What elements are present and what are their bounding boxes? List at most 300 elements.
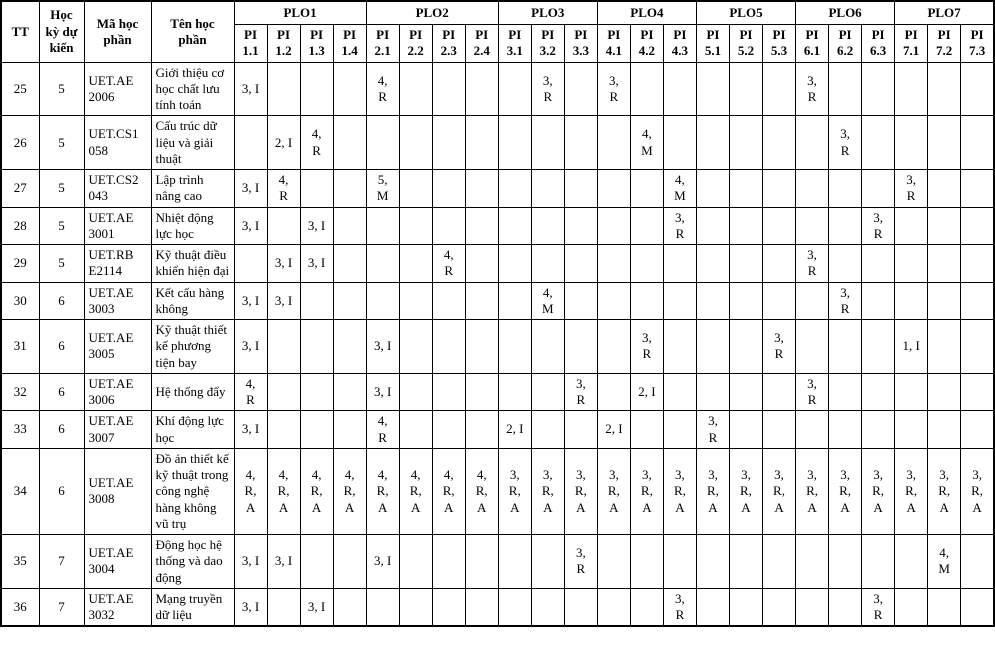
pi-header-prefix: PI bbox=[277, 27, 291, 42]
cell-pi-7.2 bbox=[928, 245, 961, 283]
cell-course-name: Hệ thống đẩy bbox=[151, 373, 234, 411]
cell-pi-1.1: 3, I bbox=[234, 282, 267, 320]
cell-pi-4.2: 3, R bbox=[630, 320, 663, 374]
cell-tt: 27 bbox=[1, 170, 39, 208]
cell-pi-3.2 bbox=[531, 411, 564, 449]
pi-header-6.3 bbox=[862, 25, 895, 63]
cell-pi-1.1: 3, I bbox=[234, 207, 267, 245]
cell-pi-2.3 bbox=[432, 62, 465, 116]
cell-pi-2.2 bbox=[399, 207, 432, 245]
cell-pi-1.3: 3, I bbox=[300, 245, 333, 283]
cell-pi-5.3 bbox=[763, 588, 796, 626]
cell-pi-6.3 bbox=[862, 282, 895, 320]
cell-semester: 5 bbox=[39, 116, 84, 170]
cell-pi-6.2 bbox=[829, 588, 862, 626]
pi-header-2.2 bbox=[399, 25, 432, 63]
cell-pi-5.3 bbox=[763, 535, 796, 589]
pi-header-prefix: PI bbox=[673, 27, 687, 42]
cell-pi-1.3 bbox=[300, 170, 333, 208]
cell-pi-4.2 bbox=[630, 62, 663, 116]
cell-pi-3.1: 2, I bbox=[498, 411, 531, 449]
cell-pi-2.3 bbox=[432, 282, 465, 320]
cell-pi-2.2 bbox=[399, 411, 432, 449]
course-row-27 bbox=[1, 170, 994, 208]
cell-pi-3.3 bbox=[564, 411, 597, 449]
cell-pi-1.4 bbox=[333, 116, 366, 170]
cell-pi-3.1 bbox=[498, 62, 531, 116]
cell-pi-6.2 bbox=[829, 245, 862, 283]
cell-pi-1.1 bbox=[234, 116, 267, 170]
cell-pi-7.1 bbox=[895, 245, 928, 283]
cell-pi-7.3 bbox=[961, 320, 994, 374]
cell-pi-6.1: 3, R bbox=[796, 62, 829, 116]
table-header bbox=[1, 1, 994, 62]
cell-pi-1.1: 3, I bbox=[234, 411, 267, 449]
cell-pi-5.3 bbox=[763, 207, 796, 245]
pi-header-prefix: PI bbox=[772, 27, 786, 42]
cell-pi-6.2: 3, R bbox=[829, 116, 862, 170]
pi-header-prefix: PI bbox=[607, 27, 621, 42]
pi-header-2.3 bbox=[432, 25, 465, 63]
cell-pi-4.1 bbox=[597, 245, 630, 283]
cell-pi-3.3 bbox=[564, 170, 597, 208]
cell-pi-4.3: 3, R bbox=[663, 207, 696, 245]
plo-group-header-plo2: PLO2 bbox=[366, 1, 498, 25]
pi-header-prefix: PI bbox=[805, 27, 819, 42]
cell-pi-2.4 bbox=[465, 588, 498, 626]
pi-header-prefix: PI bbox=[640, 27, 654, 42]
cell-pi-3.3 bbox=[564, 245, 597, 283]
cell-pi-3.3: 3, R bbox=[564, 535, 597, 589]
cell-pi-6.2 bbox=[829, 170, 862, 208]
cell-pi-2.4 bbox=[465, 282, 498, 320]
pi-header-1.1 bbox=[234, 25, 267, 63]
plo-group-header-plo6: PLO6 bbox=[796, 1, 895, 25]
cell-pi-1.2: 3, I bbox=[267, 245, 300, 283]
cell-pi-3.1 bbox=[498, 282, 531, 320]
cell-pi-2.2 bbox=[399, 245, 432, 283]
cell-course-name: Lập trình nâng cao bbox=[151, 170, 234, 208]
cell-pi-5.2 bbox=[729, 411, 762, 449]
cell-pi-3.2 bbox=[531, 207, 564, 245]
cell-pi-3.1 bbox=[498, 245, 531, 283]
cell-pi-2.1: 3, I bbox=[366, 535, 399, 589]
cell-pi-3.2 bbox=[531, 535, 564, 589]
cell-semester: 5 bbox=[39, 62, 84, 116]
cell-pi-7.3 bbox=[961, 588, 994, 626]
plo-group-header-plo4: PLO4 bbox=[597, 1, 696, 25]
cell-pi-3.2 bbox=[531, 588, 564, 626]
cell-pi-3.2 bbox=[531, 320, 564, 374]
cell-course-code: UET.AE 3003 bbox=[84, 282, 151, 320]
cell-pi-2.4: 4, R, A bbox=[465, 448, 498, 534]
cell-pi-2.1 bbox=[366, 588, 399, 626]
cell-tt: 30 bbox=[1, 282, 39, 320]
cell-course-code: UET.AE 2006 bbox=[84, 62, 151, 116]
cell-pi-6.2: 3, R, A bbox=[829, 448, 862, 534]
cell-pi-1.4 bbox=[333, 245, 366, 283]
cell-pi-5.2: 3, R, A bbox=[729, 448, 762, 534]
cell-pi-1.2 bbox=[267, 411, 300, 449]
cell-pi-6.1 bbox=[796, 320, 829, 374]
pi-header-prefix: PI bbox=[838, 27, 852, 42]
pi-header-prefix: PI bbox=[904, 27, 918, 42]
cell-pi-1.3 bbox=[300, 320, 333, 374]
cell-pi-7.1 bbox=[895, 282, 928, 320]
cell-pi-7.1: 3, R bbox=[895, 170, 928, 208]
cell-pi-4.3 bbox=[663, 373, 696, 411]
cell-pi-3.2 bbox=[531, 170, 564, 208]
course-row-32 bbox=[1, 373, 994, 411]
cell-pi-3.3 bbox=[564, 320, 597, 374]
cell-pi-5.3 bbox=[763, 116, 796, 170]
cell-pi-6.2 bbox=[829, 320, 862, 374]
pi-header-number: 3.1 bbox=[506, 43, 523, 59]
header-course-name: Tên học phần bbox=[151, 1, 234, 62]
cell-pi-1.3: 4, R bbox=[300, 116, 333, 170]
cell-pi-7.3 bbox=[961, 373, 994, 411]
cell-pi-1.3 bbox=[300, 535, 333, 589]
cell-pi-5.2 bbox=[729, 373, 762, 411]
cell-pi-7.1: 3, R, A bbox=[895, 448, 928, 534]
cell-pi-2.4 bbox=[465, 62, 498, 116]
cell-pi-7.3: 3, R, A bbox=[961, 448, 994, 534]
cell-pi-6.2 bbox=[829, 535, 862, 589]
plo-group-header-plo5: PLO5 bbox=[696, 1, 795, 25]
pi-header-7.1 bbox=[895, 25, 928, 63]
cell-pi-1.1: 4, R, A bbox=[234, 448, 267, 534]
pi-header-prefix: PI bbox=[409, 27, 423, 42]
cell-pi-4.3 bbox=[663, 411, 696, 449]
cell-pi-4.1 bbox=[597, 373, 630, 411]
pi-header-number: 1.3 bbox=[308, 43, 325, 59]
cell-pi-1.3 bbox=[300, 282, 333, 320]
cell-pi-1.3: 3, I bbox=[300, 588, 333, 626]
cell-pi-7.2 bbox=[928, 320, 961, 374]
cell-pi-5.3 bbox=[763, 411, 796, 449]
cell-tt: 29 bbox=[1, 245, 39, 283]
cell-pi-5.1 bbox=[696, 588, 729, 626]
cell-pi-1.1: 3, I bbox=[234, 588, 267, 626]
plo-group-header-plo3: PLO3 bbox=[498, 1, 597, 25]
cell-pi-2.2 bbox=[399, 62, 432, 116]
cell-pi-5.2 bbox=[729, 282, 762, 320]
pi-header-4.1 bbox=[597, 25, 630, 63]
cell-course-code: UET.AE 3008 bbox=[84, 448, 151, 534]
cell-pi-1.4 bbox=[333, 411, 366, 449]
cell-pi-4.3 bbox=[663, 116, 696, 170]
pi-header-1.3 bbox=[300, 25, 333, 63]
cell-pi-2.4 bbox=[465, 207, 498, 245]
cell-pi-5.1 bbox=[696, 62, 729, 116]
cell-pi-3.2: 4, M bbox=[531, 282, 564, 320]
cell-course-code: UET.CS1 058 bbox=[84, 116, 151, 170]
cell-semester: 6 bbox=[39, 282, 84, 320]
pi-header-3.3 bbox=[564, 25, 597, 63]
cell-pi-2.1: 3, I bbox=[366, 320, 399, 374]
cell-pi-7.1 bbox=[895, 116, 928, 170]
cell-pi-3.2 bbox=[531, 245, 564, 283]
cell-pi-3.3 bbox=[564, 62, 597, 116]
cell-pi-5.2 bbox=[729, 535, 762, 589]
cell-pi-6.1 bbox=[796, 170, 829, 208]
cell-pi-3.3 bbox=[564, 207, 597, 245]
cell-pi-4.3 bbox=[663, 62, 696, 116]
cell-pi-6.3 bbox=[862, 62, 895, 116]
cell-pi-2.1 bbox=[366, 116, 399, 170]
cell-course-name: Kết cấu hàng không bbox=[151, 282, 234, 320]
cell-pi-2.2 bbox=[399, 588, 432, 626]
cell-pi-6.1: 3, R bbox=[796, 245, 829, 283]
cell-pi-1.3: 4, R, A bbox=[300, 448, 333, 534]
cell-pi-4.1 bbox=[597, 588, 630, 626]
cell-pi-4.1: 2, I bbox=[597, 411, 630, 449]
cell-pi-6.3: 3, R bbox=[862, 207, 895, 245]
cell-pi-5.1 bbox=[696, 170, 729, 208]
pi-header-prefix: PI bbox=[508, 27, 522, 42]
cell-pi-2.3 bbox=[432, 373, 465, 411]
cell-pi-1.4: 4, R, A bbox=[333, 448, 366, 534]
pi-header-6.2 bbox=[829, 25, 862, 63]
cell-pi-1.4 bbox=[333, 282, 366, 320]
cell-course-name: Kỹ thuật điều khiển hiện đại bbox=[151, 245, 234, 283]
header-course-code: Mã học phần bbox=[84, 1, 151, 62]
cell-pi-3.1 bbox=[498, 373, 531, 411]
cell-pi-2.2 bbox=[399, 282, 432, 320]
cell-pi-3.1 bbox=[498, 320, 531, 374]
cell-course-name: Khí động lực học bbox=[151, 411, 234, 449]
cell-pi-1.2: 3, I bbox=[267, 535, 300, 589]
cell-pi-1.4 bbox=[333, 320, 366, 374]
cell-pi-4.3: 3, R bbox=[663, 588, 696, 626]
cell-pi-4.3 bbox=[663, 535, 696, 589]
cell-pi-5.1 bbox=[696, 282, 729, 320]
pi-header-number: 5.3 bbox=[770, 43, 788, 59]
pi-header-5.2 bbox=[729, 25, 762, 63]
cell-pi-4.3 bbox=[663, 282, 696, 320]
cell-pi-2.3: 4, R bbox=[432, 245, 465, 283]
cell-tt: 28 bbox=[1, 207, 39, 245]
pi-header-prefix: PI bbox=[739, 27, 753, 42]
cell-semester: 7 bbox=[39, 588, 84, 626]
cell-pi-4.2: 3, R, A bbox=[630, 448, 663, 534]
cell-pi-1.1: 3, I bbox=[234, 535, 267, 589]
cell-pi-5.2 bbox=[729, 588, 762, 626]
cell-course-name: Kỹ thuật thiết kế phương tiện bay bbox=[151, 320, 234, 374]
table-body bbox=[1, 62, 994, 626]
cell-pi-4.2 bbox=[630, 588, 663, 626]
cell-pi-6.3 bbox=[862, 535, 895, 589]
cell-pi-6.1 bbox=[796, 411, 829, 449]
pi-header-prefix: PI bbox=[343, 27, 357, 42]
cell-pi-6.3 bbox=[862, 411, 895, 449]
pi-header-2.1 bbox=[366, 25, 399, 63]
cell-pi-1.2: 4, R, A bbox=[267, 448, 300, 534]
cell-course-code: UET.CS2 043 bbox=[84, 170, 151, 208]
pi-header-prefix: PI bbox=[937, 27, 951, 42]
cell-pi-4.1 bbox=[597, 535, 630, 589]
cell-semester: 5 bbox=[39, 170, 84, 208]
cell-pi-4.2 bbox=[630, 207, 663, 245]
cell-pi-4.2 bbox=[630, 245, 663, 283]
pi-header-number: 5.1 bbox=[704, 43, 722, 59]
pi-header-5.3 bbox=[763, 25, 796, 63]
cell-tt: 33 bbox=[1, 411, 39, 449]
cell-pi-2.1 bbox=[366, 245, 399, 283]
pi-header-number: 6.1 bbox=[803, 43, 821, 59]
cell-pi-4.2: 2, I bbox=[630, 373, 663, 411]
cell-course-name: Giới thiệu cơ học chất lưu tính toán bbox=[151, 62, 234, 116]
cell-tt: 26 bbox=[1, 116, 39, 170]
pi-header-number: 6.3 bbox=[869, 43, 887, 59]
cell-pi-2.1 bbox=[366, 207, 399, 245]
cell-pi-2.3 bbox=[432, 535, 465, 589]
pi-header-1.2 bbox=[267, 25, 300, 63]
cell-pi-4.3: 4, M bbox=[663, 170, 696, 208]
cell-pi-6.2: 3, R bbox=[829, 282, 862, 320]
cell-pi-2.2 bbox=[399, 535, 432, 589]
cell-pi-7.1 bbox=[895, 207, 928, 245]
pi-header-number: 5.2 bbox=[737, 43, 755, 59]
pi-header-prefix: PI bbox=[475, 27, 489, 42]
cell-pi-5.1 bbox=[696, 373, 729, 411]
cell-pi-3.1 bbox=[498, 207, 531, 245]
cell-semester: 7 bbox=[39, 535, 84, 589]
cell-tt: 31 bbox=[1, 320, 39, 374]
cell-pi-6.1 bbox=[796, 116, 829, 170]
cell-pi-7.2: 4, M bbox=[928, 535, 961, 589]
header-row-plo bbox=[1, 1, 994, 25]
cell-pi-3.3 bbox=[564, 116, 597, 170]
cell-course-code: UET.AE 3004 bbox=[84, 535, 151, 589]
pi-header-4.3 bbox=[663, 25, 696, 63]
header-semester: Học kỳ dự kiến bbox=[39, 1, 84, 62]
cell-pi-5.1 bbox=[696, 535, 729, 589]
cell-course-name: Mạng truyền dữ liệu bbox=[151, 588, 234, 626]
cell-course-code: UET.AE 3005 bbox=[84, 320, 151, 374]
cell-pi-4.3 bbox=[663, 245, 696, 283]
cell-pi-7.3 bbox=[961, 170, 994, 208]
cell-pi-2.3 bbox=[432, 588, 465, 626]
cell-pi-5.3 bbox=[763, 170, 796, 208]
cell-pi-5.2 bbox=[729, 245, 762, 283]
cell-pi-1.4 bbox=[333, 373, 366, 411]
cell-pi-2.2 bbox=[399, 116, 432, 170]
cell-pi-5.1: 3, R, A bbox=[696, 448, 729, 534]
pi-header-number: 7.3 bbox=[968, 43, 986, 59]
cell-pi-4.1 bbox=[597, 320, 630, 374]
pi-header-7.3 bbox=[961, 25, 994, 63]
cell-semester: 6 bbox=[39, 448, 84, 534]
cell-pi-2.2 bbox=[399, 373, 432, 411]
pi-header-3.2 bbox=[531, 25, 564, 63]
cell-pi-4.2: 4, M bbox=[630, 116, 663, 170]
pi-header-prefix: PI bbox=[541, 27, 555, 42]
cell-pi-6.1 bbox=[796, 535, 829, 589]
cell-pi-2.3: 4, R, A bbox=[432, 448, 465, 534]
pi-header-number: 4.3 bbox=[671, 43, 689, 59]
cell-pi-5.2 bbox=[729, 320, 762, 374]
cell-semester: 5 bbox=[39, 207, 84, 245]
cell-pi-4.1 bbox=[597, 282, 630, 320]
cell-pi-7.2 bbox=[928, 282, 961, 320]
cell-pi-7.1 bbox=[895, 588, 928, 626]
cell-course-code: UET.AE 3006 bbox=[84, 373, 151, 411]
course-row-28 bbox=[1, 207, 994, 245]
pi-header-prefix: PI bbox=[871, 27, 885, 42]
course-row-26 bbox=[1, 116, 994, 170]
cell-pi-6.1: 3, R bbox=[796, 373, 829, 411]
cell-pi-6.3 bbox=[862, 245, 895, 283]
cell-pi-5.1: 3, R bbox=[696, 411, 729, 449]
pi-header-prefix: PI bbox=[442, 27, 456, 42]
cell-pi-3.1 bbox=[498, 535, 531, 589]
cell-pi-4.1: 3, R bbox=[597, 62, 630, 116]
cell-pi-1.3 bbox=[300, 373, 333, 411]
cell-pi-3.3: 3, R, A bbox=[564, 448, 597, 534]
pi-header-7.2 bbox=[928, 25, 961, 63]
cell-pi-4.3 bbox=[663, 320, 696, 374]
cell-pi-7.3 bbox=[961, 535, 994, 589]
cell-course-code: UET.AE 3007 bbox=[84, 411, 151, 449]
cell-pi-6.1 bbox=[796, 282, 829, 320]
cell-pi-1.3 bbox=[300, 62, 333, 116]
cell-pi-4.1 bbox=[597, 116, 630, 170]
cell-pi-6.3 bbox=[862, 373, 895, 411]
cell-pi-7.3 bbox=[961, 62, 994, 116]
cell-semester: 6 bbox=[39, 411, 84, 449]
cell-pi-7.2: 3, R, A bbox=[928, 448, 961, 534]
cell-pi-1.2 bbox=[267, 207, 300, 245]
pi-header-number: 2.3 bbox=[440, 43, 457, 59]
cell-semester: 6 bbox=[39, 320, 84, 374]
pi-header-number: 3.2 bbox=[539, 43, 556, 59]
cell-pi-1.2 bbox=[267, 62, 300, 116]
cell-pi-5.3 bbox=[763, 373, 796, 411]
cell-pi-1.1: 4, R bbox=[234, 373, 267, 411]
cell-pi-7.2 bbox=[928, 207, 961, 245]
cell-pi-3.1 bbox=[498, 116, 531, 170]
cell-course-code: UET.AE 3032 bbox=[84, 588, 151, 626]
cell-pi-4.3: 3, R, A bbox=[663, 448, 696, 534]
cell-pi-2.3 bbox=[432, 207, 465, 245]
pi-header-number: 2.1 bbox=[374, 43, 391, 59]
cell-pi-5.1 bbox=[696, 320, 729, 374]
cell-pi-7.2 bbox=[928, 411, 961, 449]
pi-header-number: 1.1 bbox=[242, 43, 259, 59]
cell-pi-3.1: 3, R, A bbox=[498, 448, 531, 534]
cell-pi-7.1 bbox=[895, 62, 928, 116]
cell-pi-2.4 bbox=[465, 320, 498, 374]
course-row-36 bbox=[1, 588, 994, 626]
course-row-31 bbox=[1, 320, 994, 374]
cell-pi-6.2 bbox=[829, 207, 862, 245]
cell-pi-2.1: 4, R bbox=[366, 62, 399, 116]
cell-pi-5.3 bbox=[763, 62, 796, 116]
cell-pi-3.1 bbox=[498, 170, 531, 208]
cell-pi-7.2 bbox=[928, 62, 961, 116]
cell-pi-7.2 bbox=[928, 170, 961, 208]
cell-pi-6.3: 3, R bbox=[862, 588, 895, 626]
cell-pi-2.2 bbox=[399, 320, 432, 374]
course-row-30 bbox=[1, 282, 994, 320]
cell-pi-2.1: 4, R bbox=[366, 411, 399, 449]
cell-pi-6.3 bbox=[862, 116, 895, 170]
cell-pi-5.1 bbox=[696, 116, 729, 170]
cell-pi-2.1: 3, I bbox=[366, 373, 399, 411]
pi-header-3.1 bbox=[498, 25, 531, 63]
pi-header-prefix: PI bbox=[310, 27, 324, 42]
